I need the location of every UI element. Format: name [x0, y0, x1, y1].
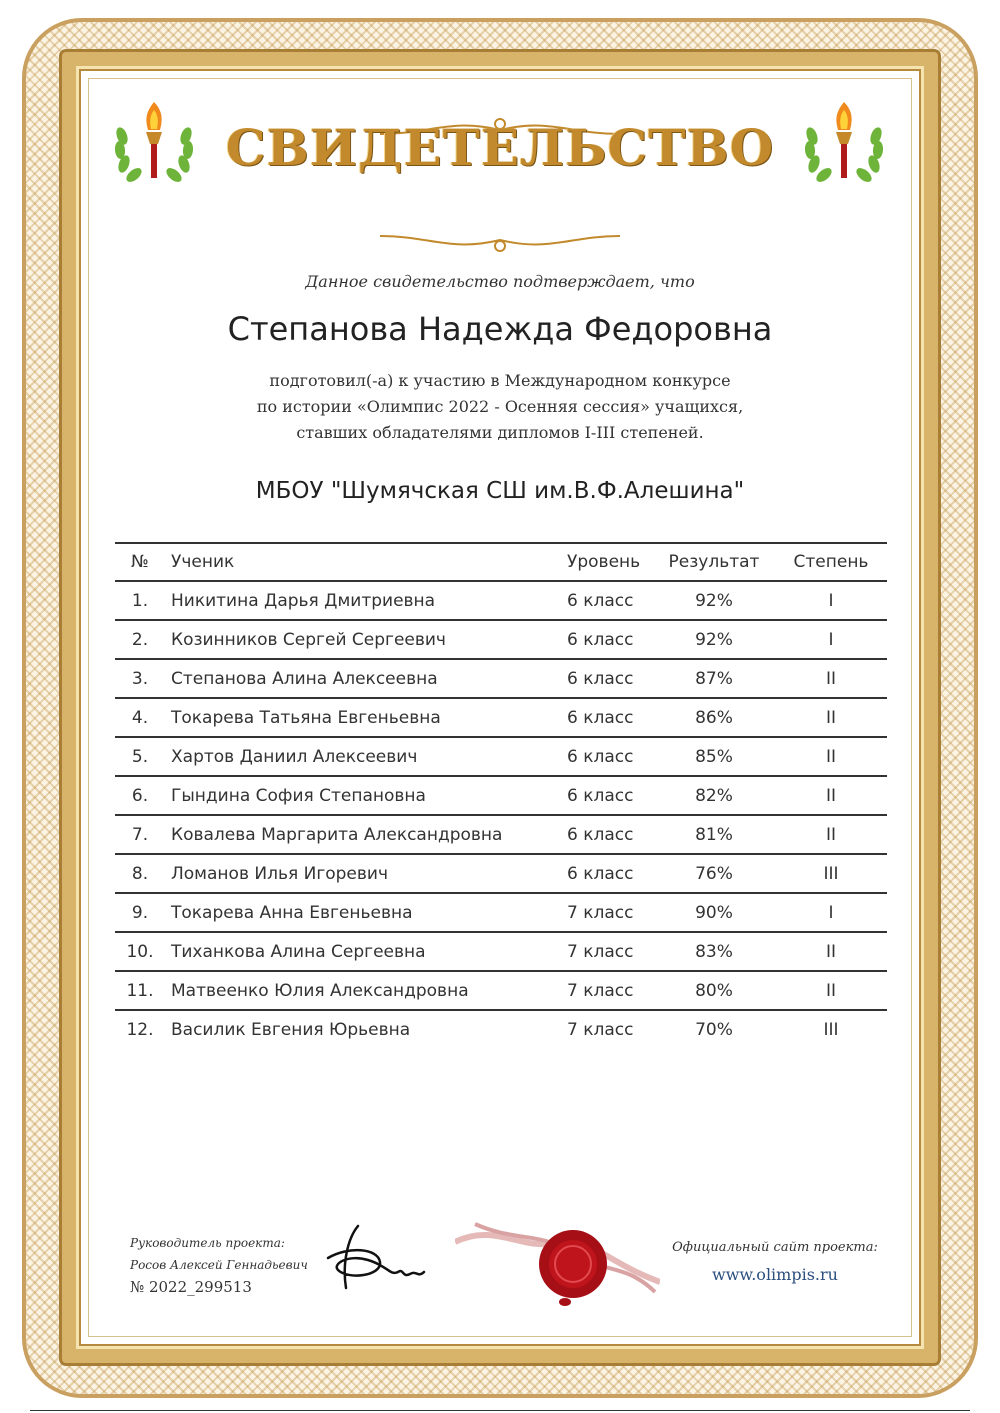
row-level: 6 класс — [561, 776, 653, 815]
table-row — [115, 659, 887, 698]
table-row — [115, 971, 887, 1010]
row-result: 83% — [653, 932, 775, 971]
row-num: 7. — [115, 815, 165, 854]
results-table — [115, 542, 887, 1048]
row-degree: I — [775, 581, 887, 620]
intro-text: Данное свидетельство подтверждает, что — [305, 272, 695, 291]
row-result: 82% — [653, 776, 775, 815]
row-degree: II — [775, 971, 887, 1010]
torch-laurel-icon — [796, 96, 892, 192]
header-degree: Степень — [775, 543, 887, 581]
row-level: 7 класс — [561, 932, 653, 971]
certificate-number: № 2022_299513 — [130, 1278, 252, 1296]
description-line: ставших обладателями дипломов I-III степеней. — [296, 423, 704, 442]
table-row — [115, 698, 887, 737]
row-num: 9. — [115, 893, 165, 932]
row-result: 92% — [653, 620, 775, 659]
row-degree: II — [775, 737, 887, 776]
row-num: 11. — [115, 971, 165, 1010]
header-result: Результат — [653, 543, 775, 581]
row-result: 90% — [653, 893, 775, 932]
certificate-title: СВИДЕТЕЛЬСТВО — [225, 118, 775, 177]
row-degree: I — [775, 620, 887, 659]
row-num: 1. — [115, 581, 165, 620]
row-result: 70% — [695, 1019, 733, 1040]
row-num: 3. — [115, 659, 165, 698]
row-result: 80% — [653, 971, 775, 1010]
row-num: 4. — [115, 698, 165, 737]
row-degree: II — [775, 815, 887, 854]
row-result: 86% — [653, 698, 775, 737]
row-num: 8. — [115, 854, 165, 893]
row-level: 6 класс — [561, 581, 653, 620]
header-level: Уровень — [561, 543, 653, 581]
title-flourish-bottom — [370, 228, 630, 258]
torch-laurel-icon — [106, 96, 202, 192]
site-link[interactable]: www.olimpis.ru — [712, 1265, 838, 1284]
row-level: 7 класс — [567, 1019, 634, 1040]
row-degree: I — [775, 893, 887, 932]
row-student: Токарева Анна Евгеньевна — [165, 893, 561, 932]
row-student: Хартов Даниил Алексеевич — [165, 737, 561, 776]
header-num: № — [115, 543, 165, 581]
row-degree: II — [775, 776, 887, 815]
row-level: 6 класс — [561, 815, 653, 854]
row-student: Матвеенко Юлия Александровна — [165, 971, 561, 1010]
row-level: 6 класс — [561, 854, 653, 893]
row-result: 85% — [653, 737, 775, 776]
site-label: Официальный сайт проекта: — [672, 1240, 878, 1255]
official-site-block — [660, 1240, 890, 1284]
row-result: 87% — [653, 659, 775, 698]
row-student: Тиханкова Алина Сергеевна — [165, 932, 561, 971]
row-level: 6 класс — [561, 659, 653, 698]
row-degree: III — [775, 854, 887, 893]
table-row — [115, 932, 887, 971]
row-student: Ковалева Маргарита Александровна — [165, 815, 561, 854]
description-line: по истории «Олимпис 2022 - Осенняя сессия» учащихся, — [256, 397, 744, 416]
table-row — [115, 815, 887, 854]
row-result: 76% — [653, 854, 775, 893]
row-level: 7 класс — [561, 893, 653, 932]
table-header-row — [115, 543, 887, 581]
table-row — [115, 581, 887, 620]
row-student: Ломанов Илья Игоревич — [165, 854, 561, 893]
row-level: 6 класс — [561, 698, 653, 737]
row-num: 6. — [115, 776, 165, 815]
row-num: 2. — [115, 620, 165, 659]
table-row — [115, 1010, 887, 1048]
page-bottom-rule — [30, 1410, 970, 1411]
row-student: Токарева Татьяна Евгеньевна — [165, 698, 561, 737]
row-num: 5. — [115, 737, 165, 776]
row-student: Никитина Дарья Дмитриевна — [165, 581, 561, 620]
table-row — [115, 893, 887, 932]
table-row — [115, 737, 887, 776]
table-row — [115, 854, 887, 893]
row-student: Василик Евгения Юрьевна — [171, 1019, 411, 1040]
row-degree: II — [775, 698, 887, 737]
row-level: 7 класс — [561, 971, 653, 1010]
handwritten-signature — [318, 1218, 428, 1298]
leader-label: Руководитель проекта: — [130, 1236, 285, 1250]
row-student: Степанова Алина Алексеевна — [165, 659, 561, 698]
row-degree: III — [823, 1019, 839, 1040]
row-result: 92% — [653, 581, 775, 620]
header-student: Ученик — [165, 543, 561, 581]
row-student: Козинников Сергей Сергеевич — [165, 620, 561, 659]
row-num: 10. — [115, 932, 165, 971]
recipient-name: Степанова Надежда Федоровна — [227, 310, 773, 348]
table-row — [115, 776, 887, 815]
wax-seal-icon — [455, 1212, 660, 1312]
description-line: подготовил(-а) к участию в Международном конкурсе — [269, 371, 731, 390]
row-degree: II — [775, 659, 887, 698]
leader-name: Росов Алексей Геннадьевич — [130, 1258, 308, 1272]
description — [0, 368, 1000, 446]
row-level: 6 класс — [561, 620, 653, 659]
school-name: МБОУ "Шумячская СШ им.В.Ф.Алешина" — [255, 478, 745, 504]
row-num: 12. — [126, 1019, 154, 1040]
project-leader-block — [130, 1232, 308, 1298]
row-student: Гындина София Степановна — [165, 776, 561, 815]
table-row — [115, 620, 887, 659]
row-result: 81% — [653, 815, 775, 854]
row-degree: II — [775, 932, 887, 971]
row-level: 6 класс — [561, 737, 653, 776]
